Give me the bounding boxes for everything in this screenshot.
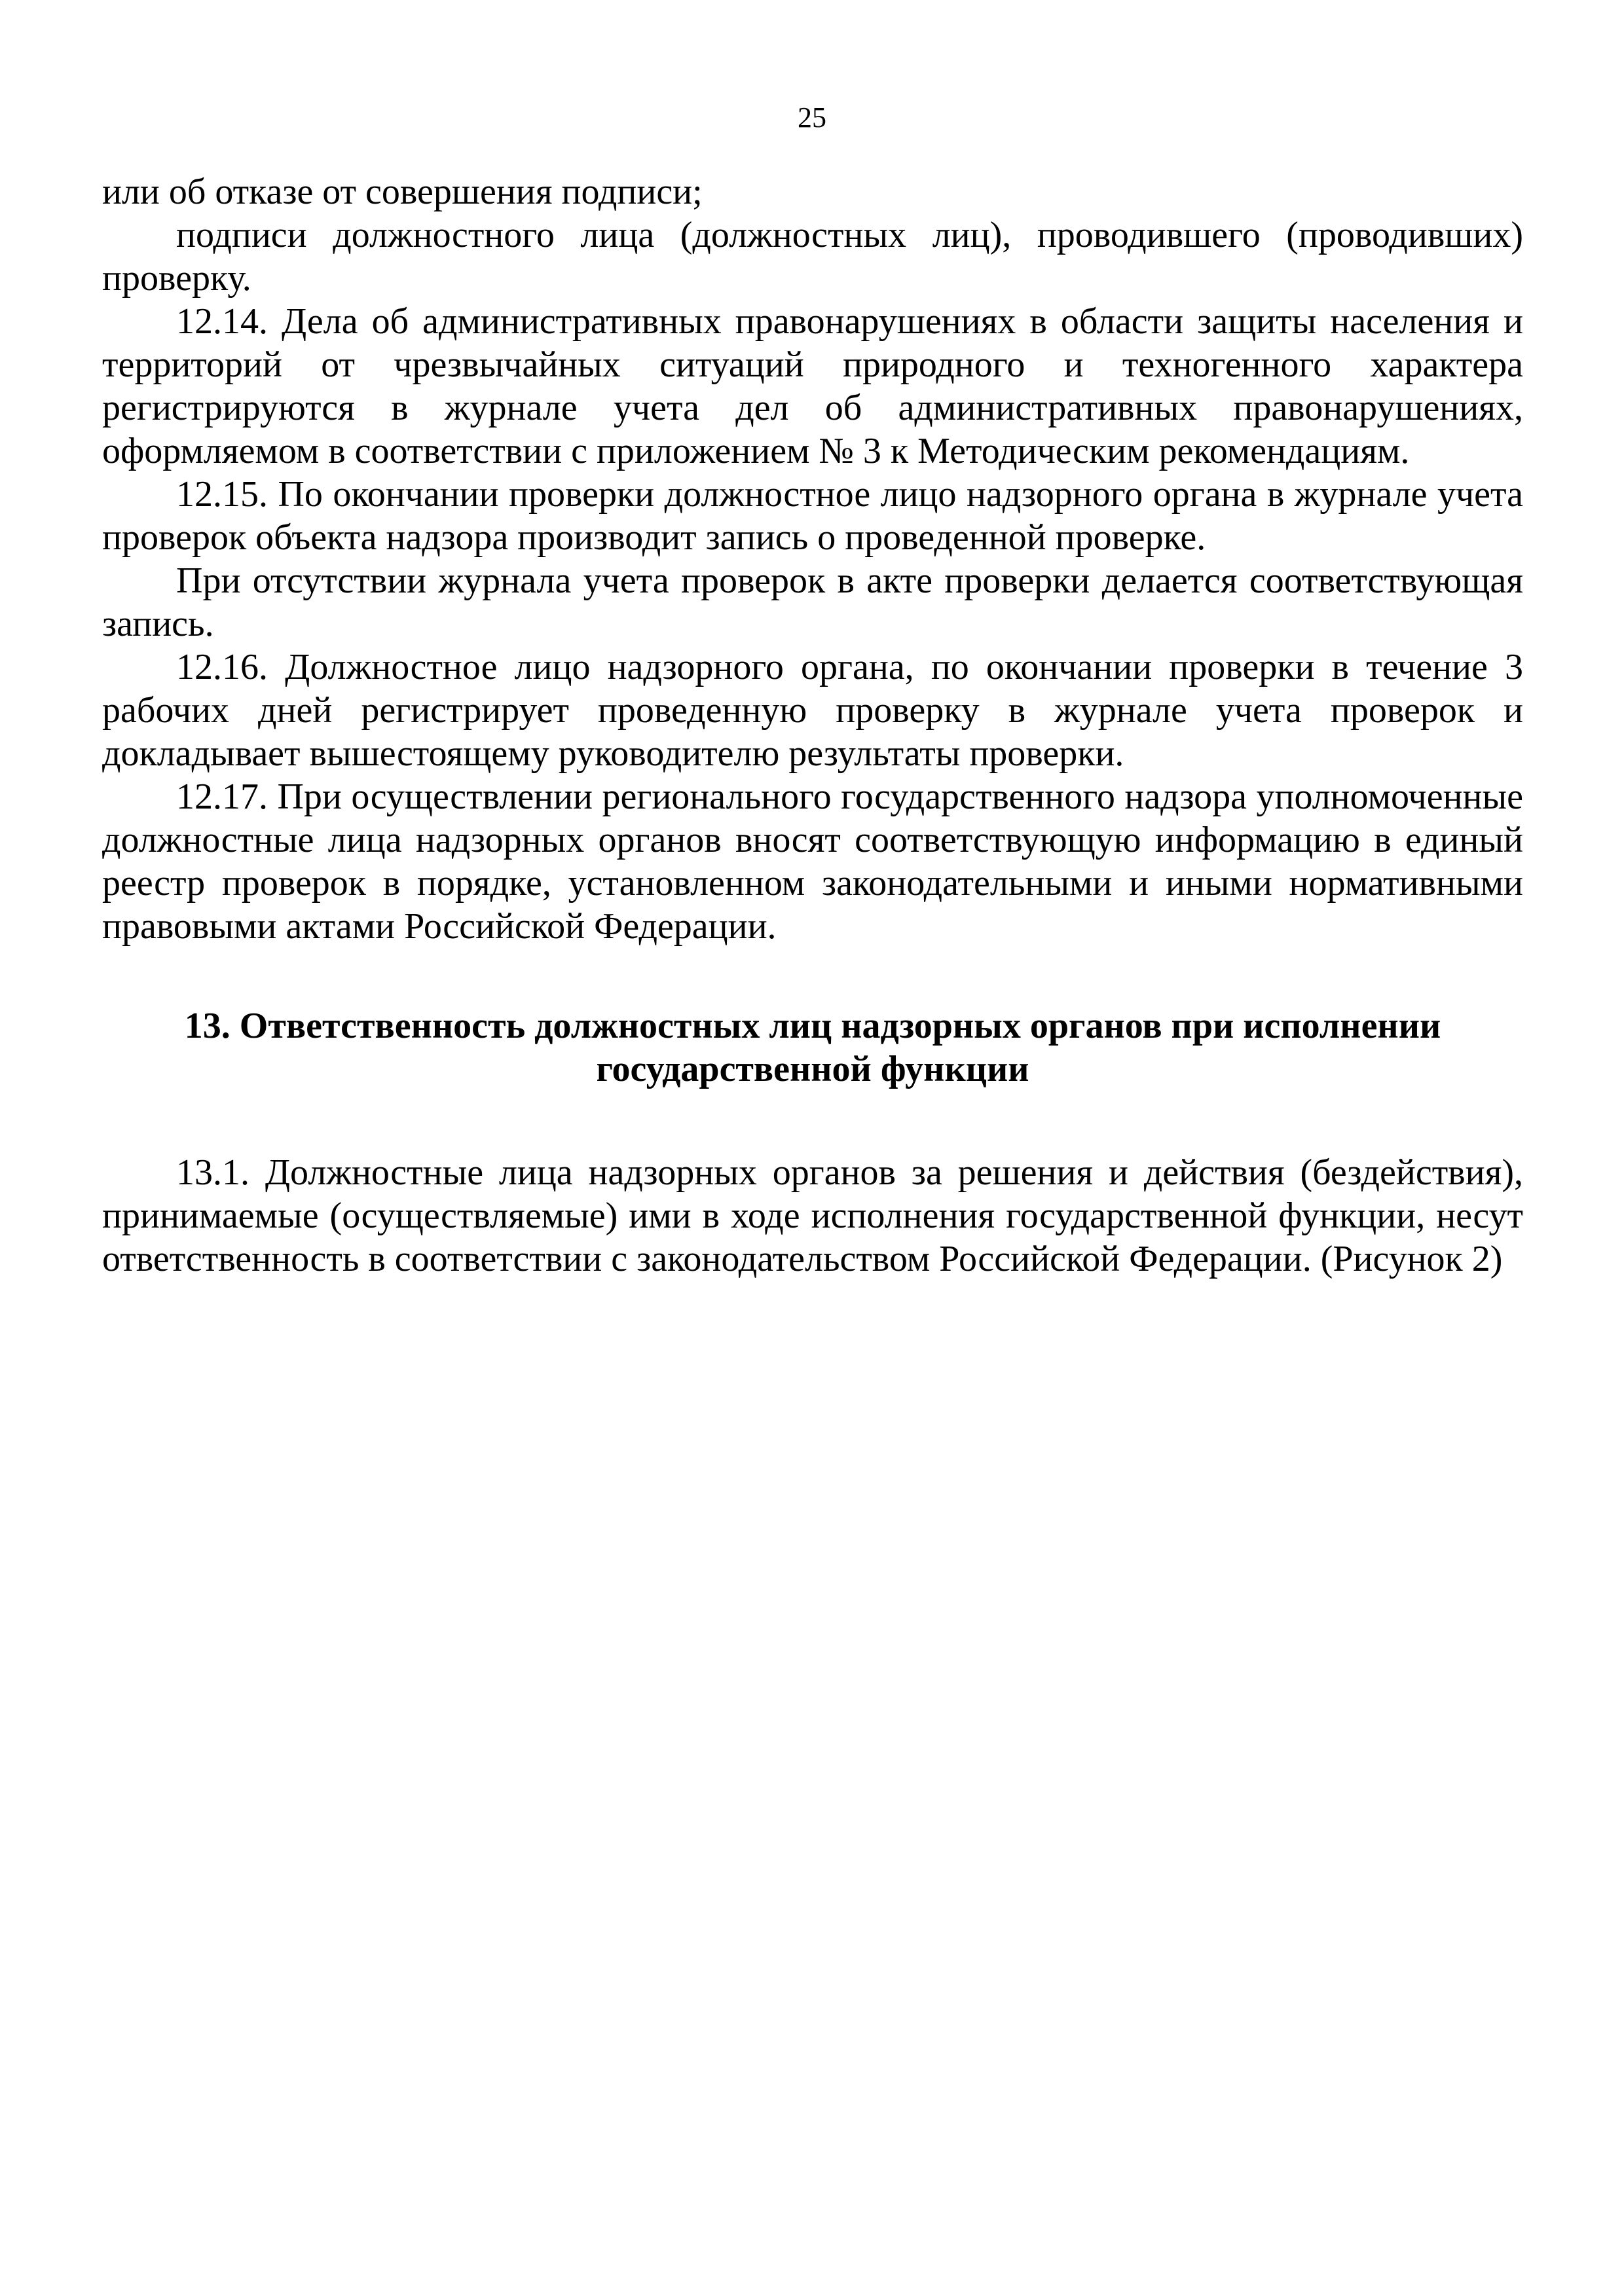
section-heading-line: 13. Ответственность должностных лиц надзорных органов при исполнении	[184, 1006, 1441, 1046]
section-heading-line: государственной функции	[596, 1049, 1029, 1089]
document-body	[102, 170, 1523, 1281]
section-heading	[102, 1004, 1523, 1091]
paragraph: подписи должностного лица (должностных лиц), проводившего (проводивших) проверку.	[102, 215, 1523, 299]
paragraph-12-16: 12.16. Должностное лицо надзорного органа, по окончании проверки в течение 3 рабочих дней регистрирует проведенную проверку в журнале учета проверок и докладывает вышестоящему руководителю результаты проверки.	[102, 647, 1523, 774]
paragraph-13-1: 13.1. Должностные лица надзорных органов за решения и действия (бездействия), принимаемые (осуществляемые) ими в ходе исполнения государственной функции, несут ответственность в соответствии с законодательством Российской Федерации. (Рисунок 2)	[102, 1152, 1523, 1279]
paragraph-12-14: 12.14. Дела об административных правонарушениях в области защиты населения и территорий от чрезвычайных ситуаций природного и техногенного характера регистрируются в журнале учета дел об административных правонарушениях, оформляемом в соответствии с приложением № 3 к Методическим рекомендациям.	[102, 301, 1523, 471]
paragraph-12-15: 12.15. По окончании проверки должностное лицо надзорного органа в журнале учета проверок объекта надзора производит запись о проведенной проверке.	[102, 474, 1523, 558]
page-number: 25	[798, 101, 826, 134]
paragraph: или об отказе от совершения подписи;	[102, 172, 703, 212]
paragraph-12-17: 12.17. При осуществлении регионального государственного надзора уполномоченные должностные лица надзорных органов вносят соответствующую информацию в единый реестр проверок в порядке, установленном законодательными и иными нормативными правовыми актами Российской Федерации.	[102, 776, 1523, 947]
paragraph: При отсутствии журнала учета проверок в акте проверки делается соответствующая запись.	[102, 560, 1523, 644]
